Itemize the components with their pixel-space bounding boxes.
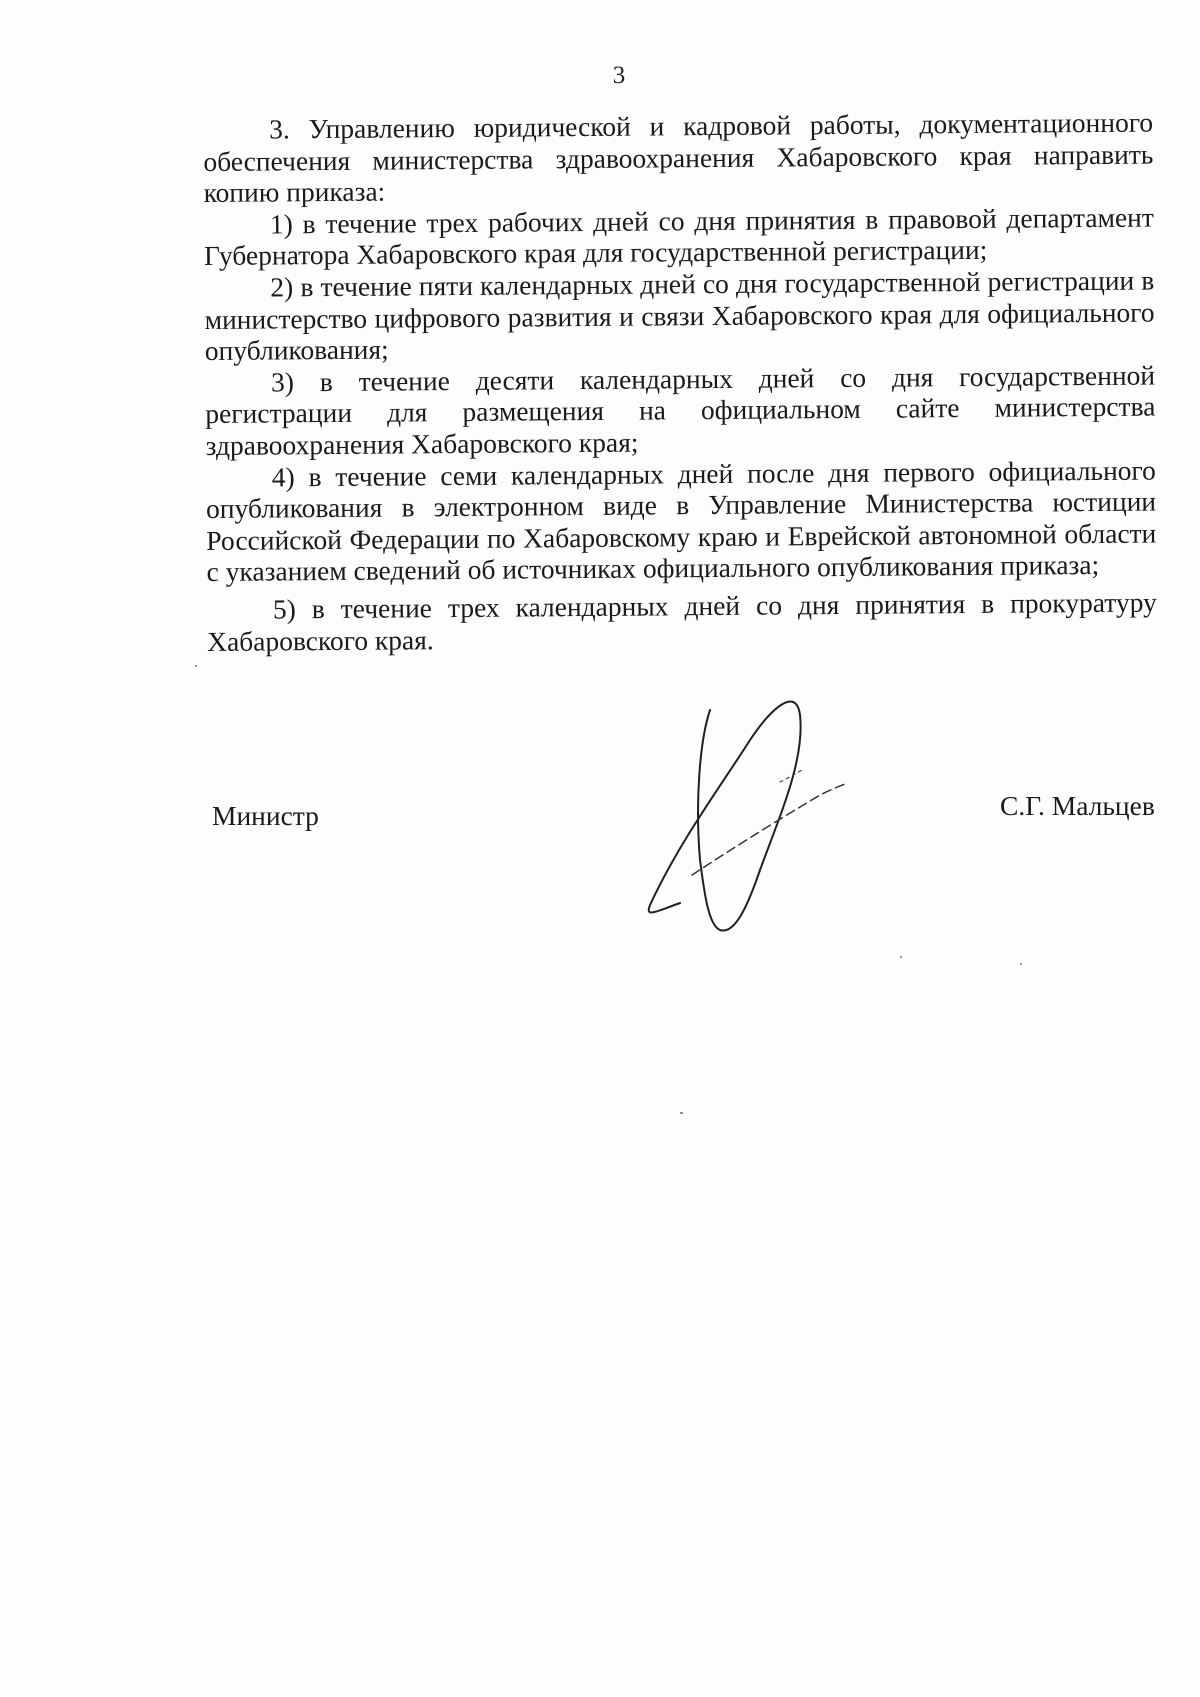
scan-speck: [195, 665, 197, 667]
order-body-text: [203, 107, 1157, 658]
signatory-position: Министр: [212, 800, 319, 831]
subparagraph-3: 3) в течение десяти календарных дней со дня государственной регистрации для размещения на официальном сайте министерства здравоохранения Хабаровского края;: [205, 359, 1156, 461]
scan-speck: [900, 956, 902, 958]
page-number: 3: [612, 62, 626, 89]
subparagraph-2: 2) в течение пяти календарных дней со дня государственной регистрации в министерство цифрового развития и связи Хабаровского края для официального опубликования;: [204, 264, 1155, 367]
paragraph-item-3: 3. Управлению юридической и кадровой работы, документационного обеспечения министерства здравоохранения Хабаровского края направить копию приказа:: [203, 106, 1154, 209]
scan-speck: [1020, 963, 1022, 965]
signature-main-loop: [649, 701, 801, 930]
handwritten-signature: [640, 690, 900, 940]
signatory-name: С.Г. Мальцев: [1000, 790, 1155, 821]
signature-stroke-line: [692, 784, 845, 875]
scan-speck: [680, 1112, 683, 1114]
subparagraph-1: 1) в течение трех рабочих дней со дня принятия в правовой департамент Губернатора Хабаровского края для государственной регистрации;: [203, 201, 1154, 272]
subparagraph-5: 5) в течение трех календарных дней со дня принятия в прокуратуру Хабаровского края.: [207, 586, 1157, 657]
subparagraph-4: 4) в течение семи календарных дней после дня первого официального опубликования в электронном виде в Управление Министерства юстиции Российской Федерации по Хабаровскому краю и Еврейской автономной области с указанием сведений об источниках официального опубликования приказа;: [205, 454, 1157, 588]
